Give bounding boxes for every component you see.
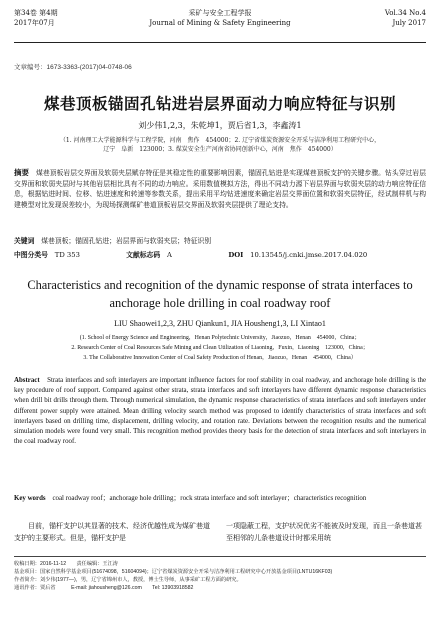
abstract-label-cn: 摘要 bbox=[14, 168, 30, 177]
abstract-cn bbox=[14, 168, 426, 210]
volume-issue-en: Vol.34 No.4 bbox=[384, 9, 426, 17]
footnote-author-bio: 作者简介：刘少伟(1977—)，男，辽宁省锦州市人，教授，博士生导师，从事采矿工程方面的研究。 bbox=[14, 577, 242, 583]
date-cn: 2017年07月 bbox=[14, 19, 55, 27]
footnote-funding: 基金项目：国家自然科学基金项目(51674098，51604094)；辽宁省煤炭资源安全开采与洁净利用工程研究中心开放基金项目(LNTU16KF03) bbox=[14, 569, 333, 575]
title-en: Characteristics and recognition of the dynamic response of strata interfaces to anchorage hole drilling in coal roadway roof bbox=[27, 278, 413, 310]
abstract-text-cn: 煤巷顶板岩层交界面及软弱夹层赋存特征是其稳定性的重要影响因素，锚固孔钻进是实现煤巷顶板支护的关键步骤。钻头穿过岩层交界面和软弱夹层时与其他岩层相比具有不同的动力响应。采用数值模拟方法，得出不同动力源下岩层界面与软弱夹层的动力响应特征信息，根据钻进时间、位移、钻进速度和转速等参数关系，提出采用平均钻进速度来确定岩层交界面位置和软弱夹层特征，经试制样机与构建模型对比发现误差较小，为现场探测煤矿巷道顶板岩层交界面及软弱夹层提供了理论支持。 bbox=[14, 169, 427, 209]
affiliation-en-1: (1. School of Energy Science and Engineering，Henan Polytechnic University，Jiaozuo，Henan 454000，China； bbox=[79, 335, 361, 341]
doi-value: 10.13545/j.cnki.jmse.2017.04.020 bbox=[250, 251, 368, 259]
journal-name-cn: 采矿与安全工程学报 bbox=[188, 9, 252, 17]
article-number: 文章编号：1673-3363-(2017)04-0748-06 bbox=[14, 64, 132, 71]
footnote bbox=[14, 556, 426, 592]
title-cn: 煤巷顶板锚固孔钻进岩层界面动力响应特征与识别 bbox=[43, 94, 396, 113]
authors-cn: 刘少伟1,2,3，朱乾坤1，贾后省1,3，李鑫涛1 bbox=[138, 121, 302, 130]
header-right bbox=[385, 8, 426, 28]
keywords-text-en: coal roadway roof；anchorage hole drilling；rock strata interface and soft interlayer；characteristics recognition bbox=[52, 495, 367, 502]
doi-label: DOI bbox=[228, 251, 244, 259]
clc-label: 中图分类号 bbox=[14, 251, 48, 259]
footnote-received: 收稿日期：2016-11-12 责任编辑：王江涛 bbox=[14, 561, 118, 567]
affiliation-cn-2: 辽宁 阜新 123000；3. 煤炭安全生产河南省协同创新中心，河南 焦作 454000） bbox=[103, 146, 337, 153]
body-column-left: 目前，锚杆支护以其显著的技术、经济优越性成为煤矿巷道支护的主要形式。但是，锚杆支护是 bbox=[14, 522, 210, 542]
clc-value: TD 353 bbox=[54, 251, 80, 259]
date-en: July 2017 bbox=[392, 19, 426, 27]
affiliation-cn-1: （1. 河南理工大学能源科学与工程学院，河南 焦作 454000；2. 辽宁省煤炭资源安全开采与洁净利用工程研究中心， bbox=[59, 137, 381, 144]
keywords-cn bbox=[14, 236, 426, 246]
volume-issue-cn: 第34卷 第4期 bbox=[14, 9, 58, 17]
classification-row bbox=[14, 249, 426, 259]
body-text bbox=[14, 520, 426, 550]
footnote-corresponding: 通讯作者：贾后省 E-mail: jiahousheng@126.com Tel: 13903918582 bbox=[14, 585, 194, 591]
journal-name-en: Journal of Mining & Safety Engineering bbox=[149, 19, 291, 27]
affiliations-en bbox=[14, 333, 426, 363]
abstract-label-en: Abstract bbox=[14, 377, 40, 384]
keywords-label-cn: 关键词 bbox=[14, 237, 35, 245]
keywords-en bbox=[14, 494, 426, 504]
body-column-right: 一项隐蔽工程，支护状况优劣不能被及时发现，而且一条巷道甚至相邻的儿条巷道设计时都采用统 bbox=[226, 522, 422, 542]
keywords-label-en: Key words bbox=[14, 495, 46, 502]
affiliation-en-2: 2. Research Center of Coal Resources Safe Mining and Clean Utilization of Liaoning，Fuxin，Liaoning 123000，China； bbox=[71, 345, 369, 351]
affiliation-en-3: 3. The Collaborative Innovation Center of Coal Safety Production of Henan，Jiaozuo，Henan 454000，China） bbox=[83, 355, 357, 361]
header-center bbox=[14, 8, 426, 28]
abstract-en bbox=[14, 376, 426, 447]
authors-en: LIU Shaowei1,2,3, ZHU Qiankun1, JIA Housheng1,3, LI Xintao1 bbox=[114, 319, 326, 328]
doc-code-label: 文献标志码 bbox=[126, 251, 161, 259]
affiliations-cn bbox=[30, 136, 410, 154]
abstract-text-en: Strata interfaces and soft interlayers are important influence factors for roof stability in coal roadway, and anchorage hole drilling is the key procedure of roof support. Compared against other strata, strata interfaces and soft interlayers have different dynamic response characteristics when drill bit drills through them. Through numerical simulation, the dynamic response characteristics of strata interfaces and soft interlayers under different power supply were attained. Mean drilling velocity search method was proposed to identify characteristics of strata interfaces and soft interlayers based on drilling time, displacement, drilling velocity, and rotation rate. Deviations between the recognition results and the numerical simulation models were found very small. This recognition method provides theory basis for the detection of strata interfaces and soft interlayers in the coal roadway roof. bbox=[14, 377, 427, 446]
keywords-text-cn: 煤巷顶板；锚固孔钻进；岩层界面与软弱夹层；特征识别 bbox=[41, 237, 212, 245]
running-header bbox=[14, 6, 426, 43]
doc-code-value: A bbox=[166, 251, 172, 259]
